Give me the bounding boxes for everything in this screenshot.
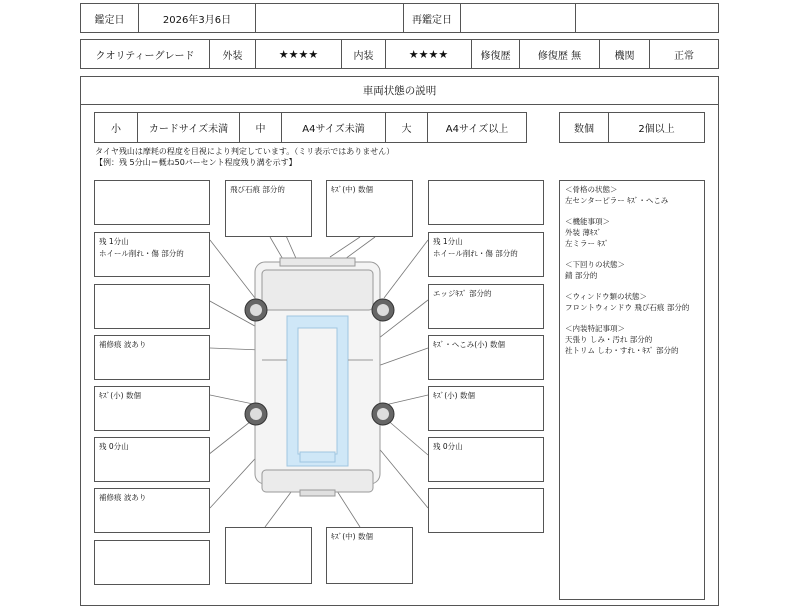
note-windows-body: フロントウィンドウ 飛び石痕 部分的	[565, 303, 690, 312]
appraisal-date-label: 鑑定日	[94, 14, 125, 26]
label-box-left-1	[94, 180, 210, 225]
size-large-value: A4サイズ以上	[427, 113, 526, 142]
label-box-right-3: エッジｷｽﾞ 部分的	[428, 284, 544, 329]
appraisal-date-value: 2026年3月6日	[138, 4, 255, 32]
size-small-label: 小	[111, 124, 121, 135]
tire-rear-right-icon	[372, 403, 394, 425]
size-medium-value: A4サイズ未満	[281, 113, 385, 142]
repair-history-label: 修復歴	[471, 40, 519, 68]
label-box-right-4: ｷｽﾞ・へこみ(小) 数個	[428, 335, 544, 380]
tire-note-example: 【例：残 5分山＝概ね50パーセント程度残り溝を示す】	[95, 158, 297, 167]
label-box-left-4: 補修痕 波あり	[94, 335, 210, 380]
label-box-right-2: 残 1分山 ホイール削れ・傷 部分的	[428, 232, 544, 277]
label-box-bottom-right: ｷｽﾞ(中) 数個	[326, 527, 413, 584]
tire-front-right-icon	[372, 299, 394, 321]
engine-value: 正常	[649, 40, 718, 68]
reappraisal-date-label: 再鑑定日	[403, 4, 460, 32]
interior-rating: ★★★★	[385, 40, 471, 68]
note-interior-title: ＜内装特記事項＞	[565, 324, 625, 333]
label-box-top-left: 飛び石痕 部分的	[225, 180, 312, 237]
note-windows	[565, 291, 704, 313]
tire-front-left-icon	[245, 299, 267, 321]
note-underbody	[565, 259, 704, 281]
count-label: 数個	[574, 124, 594, 135]
repair-history-value: 修復歴 無	[519, 40, 599, 68]
note-function-body: 外装 薄ｷｽﾞ 左ミラー ｷｽﾞ	[565, 228, 609, 248]
label-box-right-7	[428, 488, 544, 533]
note-windows-title: ＜ウィンドウ類の状態＞	[565, 292, 648, 301]
note-underbody-body: 錆 部分的	[565, 271, 598, 280]
note-function	[565, 216, 704, 249]
note-function-title: ＜機能事項＞	[565, 217, 610, 226]
label-box-right-5: ｷｽﾞ(小) 数個	[428, 386, 544, 431]
label-box-top-right: ｷｽﾞ(中) 数個	[326, 180, 413, 237]
label-box-bottom-left	[225, 527, 312, 584]
interior-label: 内装	[341, 40, 385, 68]
label-box-left-2: 残 1分山 ホイール削れ・傷 部分的	[94, 232, 210, 277]
note-frame-title: ＜骨格の状態＞	[565, 185, 618, 194]
size-large-label: 大	[385, 113, 427, 142]
label-box-right-6: 残 0分山	[428, 437, 544, 482]
note-interior	[565, 323, 704, 356]
note-frame	[565, 184, 704, 206]
tire-rear-left-icon	[245, 403, 267, 425]
label-box-left-8	[94, 540, 210, 585]
label-box-left-5: ｷｽﾞ(小) 数個	[94, 386, 210, 431]
label-box-left-7: 補修痕 波あり	[94, 488, 210, 533]
tire-note: タイヤ残山は摩耗の程度を目視により判定しています。（ミリ表示ではありません）	[95, 147, 395, 156]
label-box-left-6: 残 0分山	[94, 437, 210, 482]
note-frame-body: 左センターピラー ｷｽﾞ・へこみ	[565, 196, 669, 205]
label-box-right-1	[428, 180, 544, 225]
size-medium-label: 中	[239, 113, 281, 142]
exterior-label: 外装	[209, 40, 255, 68]
note-interior-body: 天張り しみ・汚れ 部分的 社トリム しわ・すれ・ｷｽﾞ 部分的	[565, 335, 679, 355]
label-box-left-3	[94, 284, 210, 329]
side-notes-panel	[559, 180, 705, 600]
note-underbody-title: ＜下回りの状態＞	[565, 260, 625, 269]
quality-grade-label: クオリティーグレード	[95, 50, 195, 62]
count-value: 2個以上	[608, 113, 704, 142]
engine-label: 機関	[599, 40, 649, 68]
size-small-value: カードサイズ未満	[137, 113, 239, 142]
section-title: 車両状態の説明	[80, 76, 719, 105]
exterior-rating: ★★★★	[255, 40, 341, 68]
